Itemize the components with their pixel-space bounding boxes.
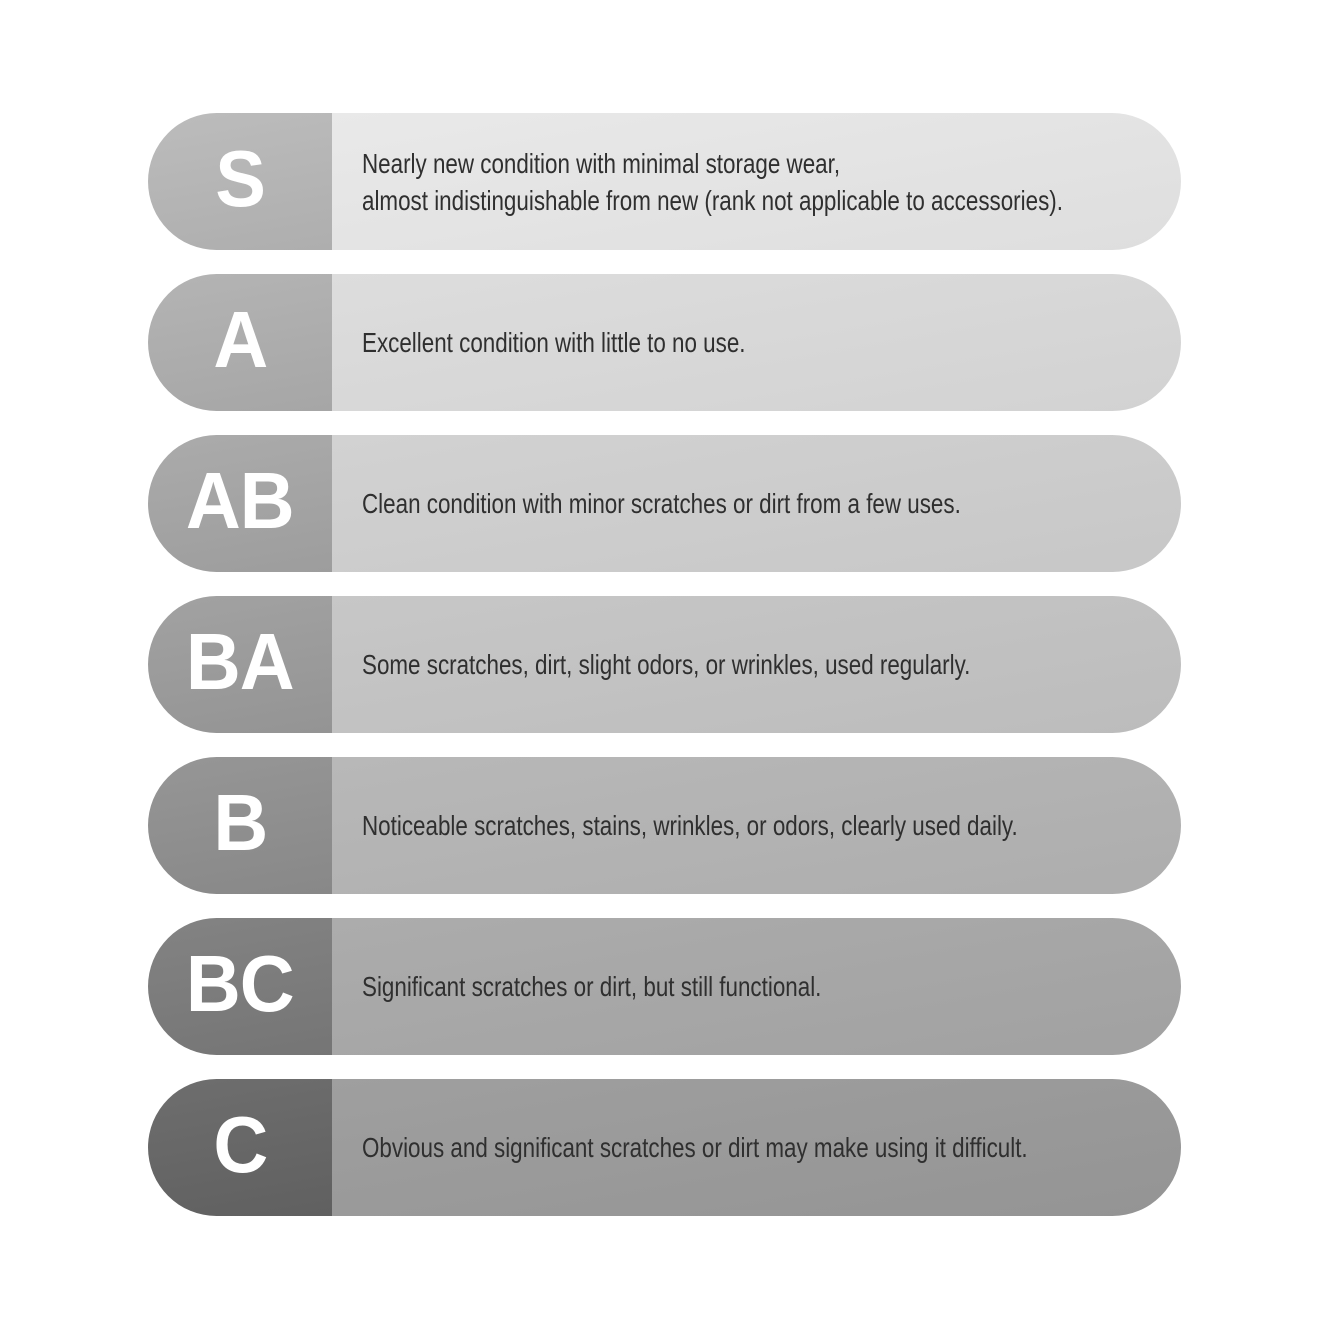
rank-letter: BA: [186, 616, 294, 706]
rank-description: [332, 918, 1181, 1055]
description-line: Significant scratches or dirt, but still functional.: [362, 971, 822, 1002]
description-text: [362, 968, 985, 1005]
rank-description: [332, 757, 1181, 894]
rank-letter: S: [215, 133, 265, 223]
rank-row: [148, 757, 1181, 894]
rank-row: [148, 113, 1181, 250]
description-line: Clean condition with minor scratches or dirt from a few uses.: [362, 488, 961, 519]
rank-letter: A: [213, 294, 267, 384]
description-text: [362, 646, 985, 683]
rank-row: [148, 435, 1181, 572]
rank-description: [332, 1079, 1181, 1216]
description-line: Obvious and significant scratches or dirt may make using it difficult.: [362, 1132, 1028, 1163]
condition-rank-table: [148, 113, 1181, 1216]
rank-badge: [148, 596, 332, 733]
description-text: [362, 1129, 1028, 1166]
rank-badge: [148, 274, 332, 411]
rank-badge: [148, 757, 332, 894]
description-text: [362, 324, 985, 361]
rank-description: [332, 274, 1181, 411]
rank-badge: [148, 113, 332, 250]
description-line: Noticeable scratches, stains, wrinkles, or odors, clearly used daily.: [362, 810, 1018, 841]
rank-row: [148, 1079, 1181, 1216]
rank-letter: BC: [186, 938, 294, 1028]
rank-letter: C: [213, 1099, 267, 1189]
rank-description: [332, 596, 1181, 733]
description-text: [362, 485, 985, 522]
rank-row: [148, 596, 1181, 733]
rank-badge: [148, 435, 332, 572]
description-text: [362, 807, 1018, 844]
rank-badge: [148, 918, 332, 1055]
description-text: [362, 145, 1063, 219]
rank-badge: [148, 1079, 332, 1216]
rank-letter: AB: [186, 455, 294, 545]
description-line: Nearly new condition with minimal storage wear,: [362, 147, 841, 179]
description-line: Some scratches, dirt, slight odors, or wrinkles, used regularly.: [362, 649, 971, 680]
rank-letter: B: [213, 777, 267, 867]
rank-description: [332, 435, 1181, 572]
rank-description: [332, 113, 1181, 250]
description-line: Excellent condition with little to no use.: [362, 327, 746, 358]
description-line: almost indistinguishable from new (rank not applicable to accessories).: [362, 184, 1063, 216]
rank-row: [148, 918, 1181, 1055]
rank-row: [148, 274, 1181, 411]
